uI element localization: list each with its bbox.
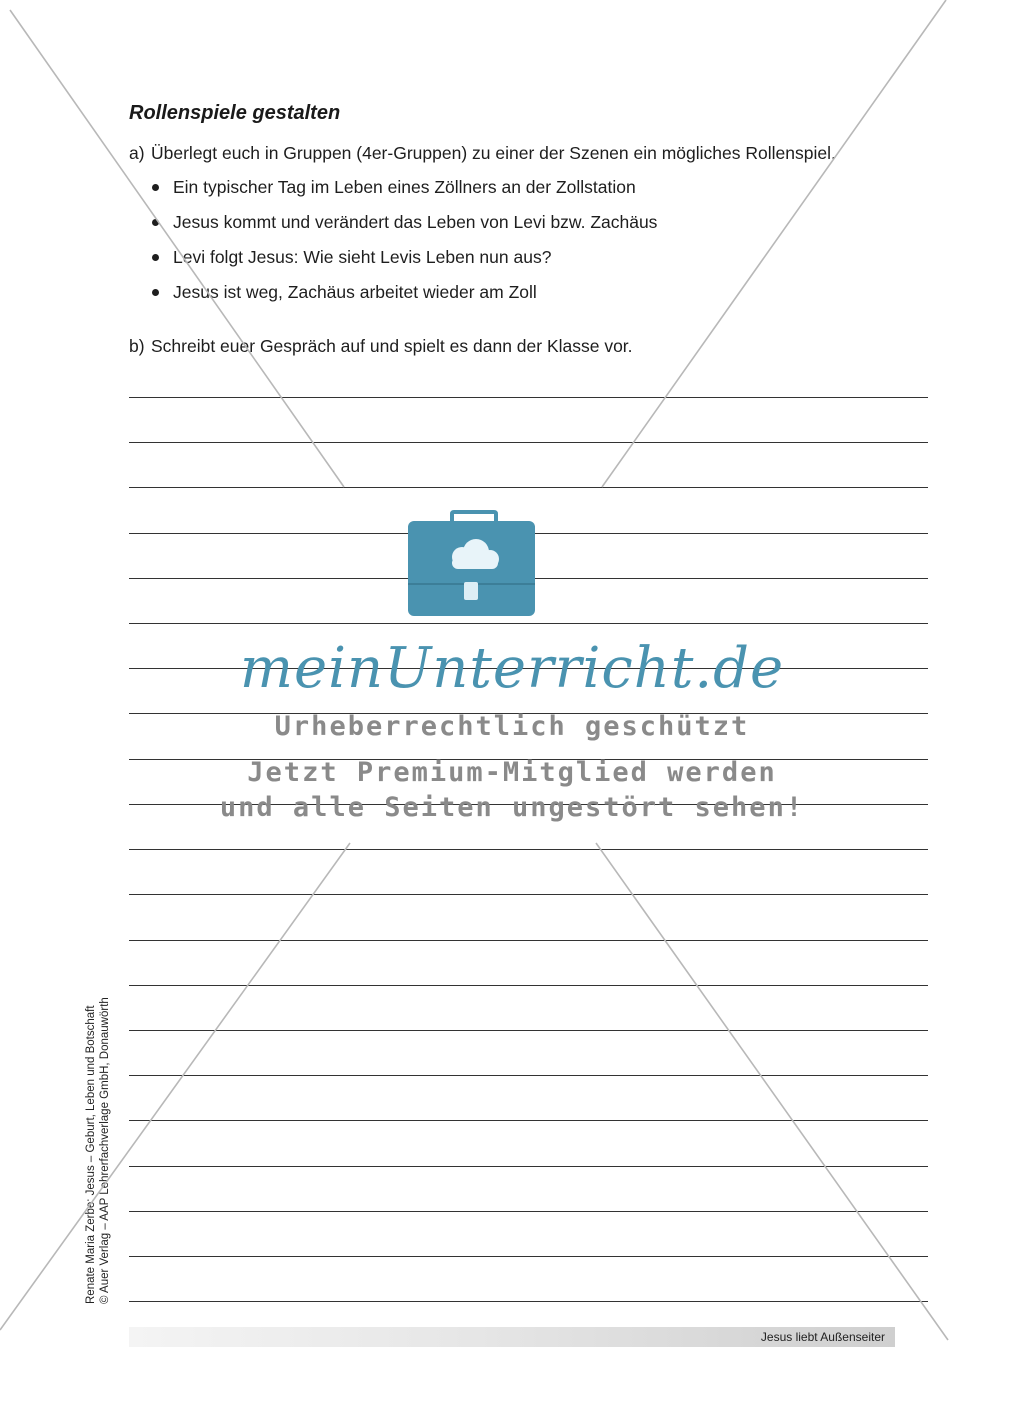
writing-line bbox=[129, 397, 928, 398]
credit-author: Renate Maria Zerbe: Jesus – Geburt, Leben und Botschaft bbox=[85, 1005, 97, 1304]
bullet-icon bbox=[152, 219, 159, 226]
task-a-text: Überlegt euch in Gruppen (4er-Gruppen) zu einer der Szenen ein mögliches Rollenspiel. bbox=[151, 143, 836, 163]
footer-topic: Jesus liebt Außenseiter bbox=[760, 1330, 885, 1344]
writing-line bbox=[129, 1075, 928, 1076]
task-b-label: b) bbox=[129, 336, 145, 356]
writing-line bbox=[129, 1301, 928, 1302]
credit-publisher: © Auer Verlag – AAP Lehrerfachverlage GmbH, Donauwörth bbox=[99, 997, 111, 1304]
list-item: Jesus kommt und verändert das Leben von Levi bzw. Zachäus bbox=[150, 211, 657, 246]
worksheet-title: Rollenspiele gestalten bbox=[129, 102, 341, 124]
list-item: Levi folgt Jesus: Wie sieht Levis Leben nun aus? bbox=[150, 246, 657, 281]
bullet-icon bbox=[152, 254, 159, 261]
copyright-credit bbox=[84, 997, 112, 1304]
writing-line bbox=[129, 849, 928, 850]
scene-list bbox=[150, 176, 657, 316]
writing-line bbox=[129, 1030, 928, 1031]
task-a-label: a) bbox=[129, 143, 145, 163]
footer-bar bbox=[129, 1327, 895, 1347]
diagonal-line bbox=[596, 843, 948, 1340]
list-item: Jesus ist weg, Zachäus arbeitet wieder am Zoll bbox=[150, 281, 657, 316]
bullet-icon bbox=[152, 289, 159, 296]
writing-line bbox=[129, 985, 928, 986]
writing-line bbox=[129, 487, 928, 488]
writing-line bbox=[129, 578, 928, 579]
writing-line bbox=[129, 1120, 928, 1121]
writing-line bbox=[129, 894, 928, 895]
watermark-view-all: und alle Seiten ungestört sehen! bbox=[219, 792, 805, 823]
task-a bbox=[129, 143, 836, 164]
task-b bbox=[129, 336, 633, 357]
writing-line bbox=[129, 442, 928, 443]
writing-line bbox=[129, 1166, 928, 1167]
writing-line bbox=[129, 940, 928, 941]
list-item: Ein typischer Tag im Leben eines Zöllners an der Zollstation bbox=[150, 176, 657, 211]
writing-line bbox=[129, 1211, 928, 1212]
writing-line bbox=[129, 533, 928, 534]
watermark-brand: meinUnterricht.de bbox=[239, 636, 785, 701]
watermark-copyright: Urheberrechtlich geschützt bbox=[274, 711, 750, 742]
task-b-text: Schreibt euer Gespräch auf und spielt es dann der Klasse vor. bbox=[151, 336, 633, 356]
bullet-icon bbox=[152, 184, 159, 191]
writing-line bbox=[129, 623, 928, 624]
watermark-premium: Jetzt Premium-Mitglied werden bbox=[247, 757, 777, 788]
writing-line bbox=[129, 1256, 928, 1257]
